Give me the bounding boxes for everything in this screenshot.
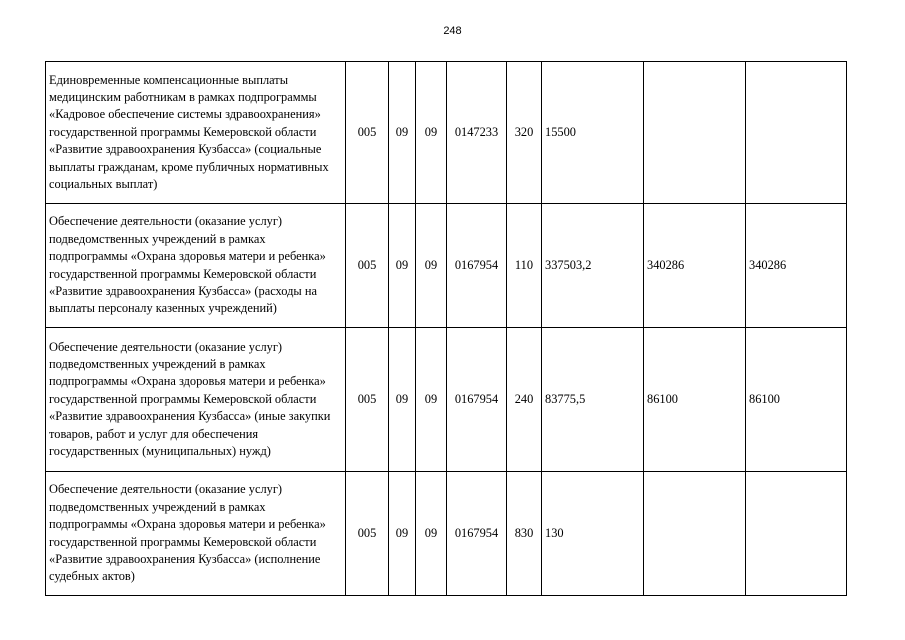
amount-year-1: 130 [542, 472, 644, 596]
ministry-code: 005 [346, 204, 389, 328]
table-row [46, 62, 847, 204]
target-article-code: 0167954 [447, 204, 507, 328]
subsection-code: 09 [416, 204, 447, 328]
amount-year-2 [644, 62, 746, 204]
target-article-code: 0167954 [447, 328, 507, 472]
target-article-code: 0147233 [447, 62, 507, 204]
ministry-code: 005 [346, 328, 389, 472]
page-number: 248 [443, 25, 462, 37]
section-code: 09 [389, 62, 416, 204]
expense-type-code: 830 [507, 472, 542, 596]
row-description: Обеспечение деятельности (оказание услуг) подведомственных учреждений в рамках подпрограммы «Охрана здоровья матери и ребенка» государственной программы Кемеровской области «Развитие здравоохранения Кузбасса» (исполнение судебных актов) [46, 472, 346, 596]
section-code: 09 [389, 204, 416, 328]
subsection-code: 09 [416, 62, 447, 204]
amount-year-2: 340286 [644, 204, 746, 328]
budget-table [45, 61, 847, 596]
expense-type-code: 320 [507, 62, 542, 204]
row-description: Обеспечение деятельности (оказание услуг) подведомственных учреждений в рамках подпрограммы «Охрана здоровья матери и ребенка» государственной программы Кемеровской области «Развитие здравоохранения Кузбасса» (расходы на выплаты персоналу казенных учреждений) [46, 204, 346, 328]
table-row [46, 472, 847, 596]
ministry-code: 005 [346, 62, 389, 204]
row-description: Единовременные компенсационные выплаты медицинским работникам в рамках подпрограммы «Кадровое обеспечение системы здравоохранения» государственной программы Кемеровской области «Развитие здравоохранения Кузбасса» (социальные выплаты гражданам, кроме публичных нормативных социальных выплат) [46, 62, 346, 204]
target-article-code: 0167954 [447, 472, 507, 596]
expense-type-code: 240 [507, 328, 542, 472]
subsection-code: 09 [416, 472, 447, 596]
table-row [46, 328, 847, 472]
subsection-code: 09 [416, 328, 447, 472]
amount-year-3: 86100 [746, 328, 847, 472]
section-code: 09 [389, 328, 416, 472]
row-description: Обеспечение деятельности (оказание услуг) подведомственных учреждений в рамках подпрограммы «Охрана здоровья матери и ребенка» государственной программы Кемеровской области «Развитие здравоохранения Кузбасса» (иные закупки товаров, работ и услуг для обеспечения государственных (муниципальных) нужд) [46, 328, 346, 472]
amount-year-3: 340286 [746, 204, 847, 328]
section-code: 09 [389, 472, 416, 596]
expense-type-code: 110 [507, 204, 542, 328]
amount-year-1: 15500 [542, 62, 644, 204]
amount-year-2 [644, 472, 746, 596]
ministry-code: 005 [346, 472, 389, 596]
amount-year-1: 83775,5 [542, 328, 644, 472]
amount-year-3 [746, 472, 847, 596]
amount-year-1: 337503,2 [542, 204, 644, 328]
table-row [46, 204, 847, 328]
amount-year-2: 86100 [644, 328, 746, 472]
amount-year-3 [746, 62, 847, 204]
